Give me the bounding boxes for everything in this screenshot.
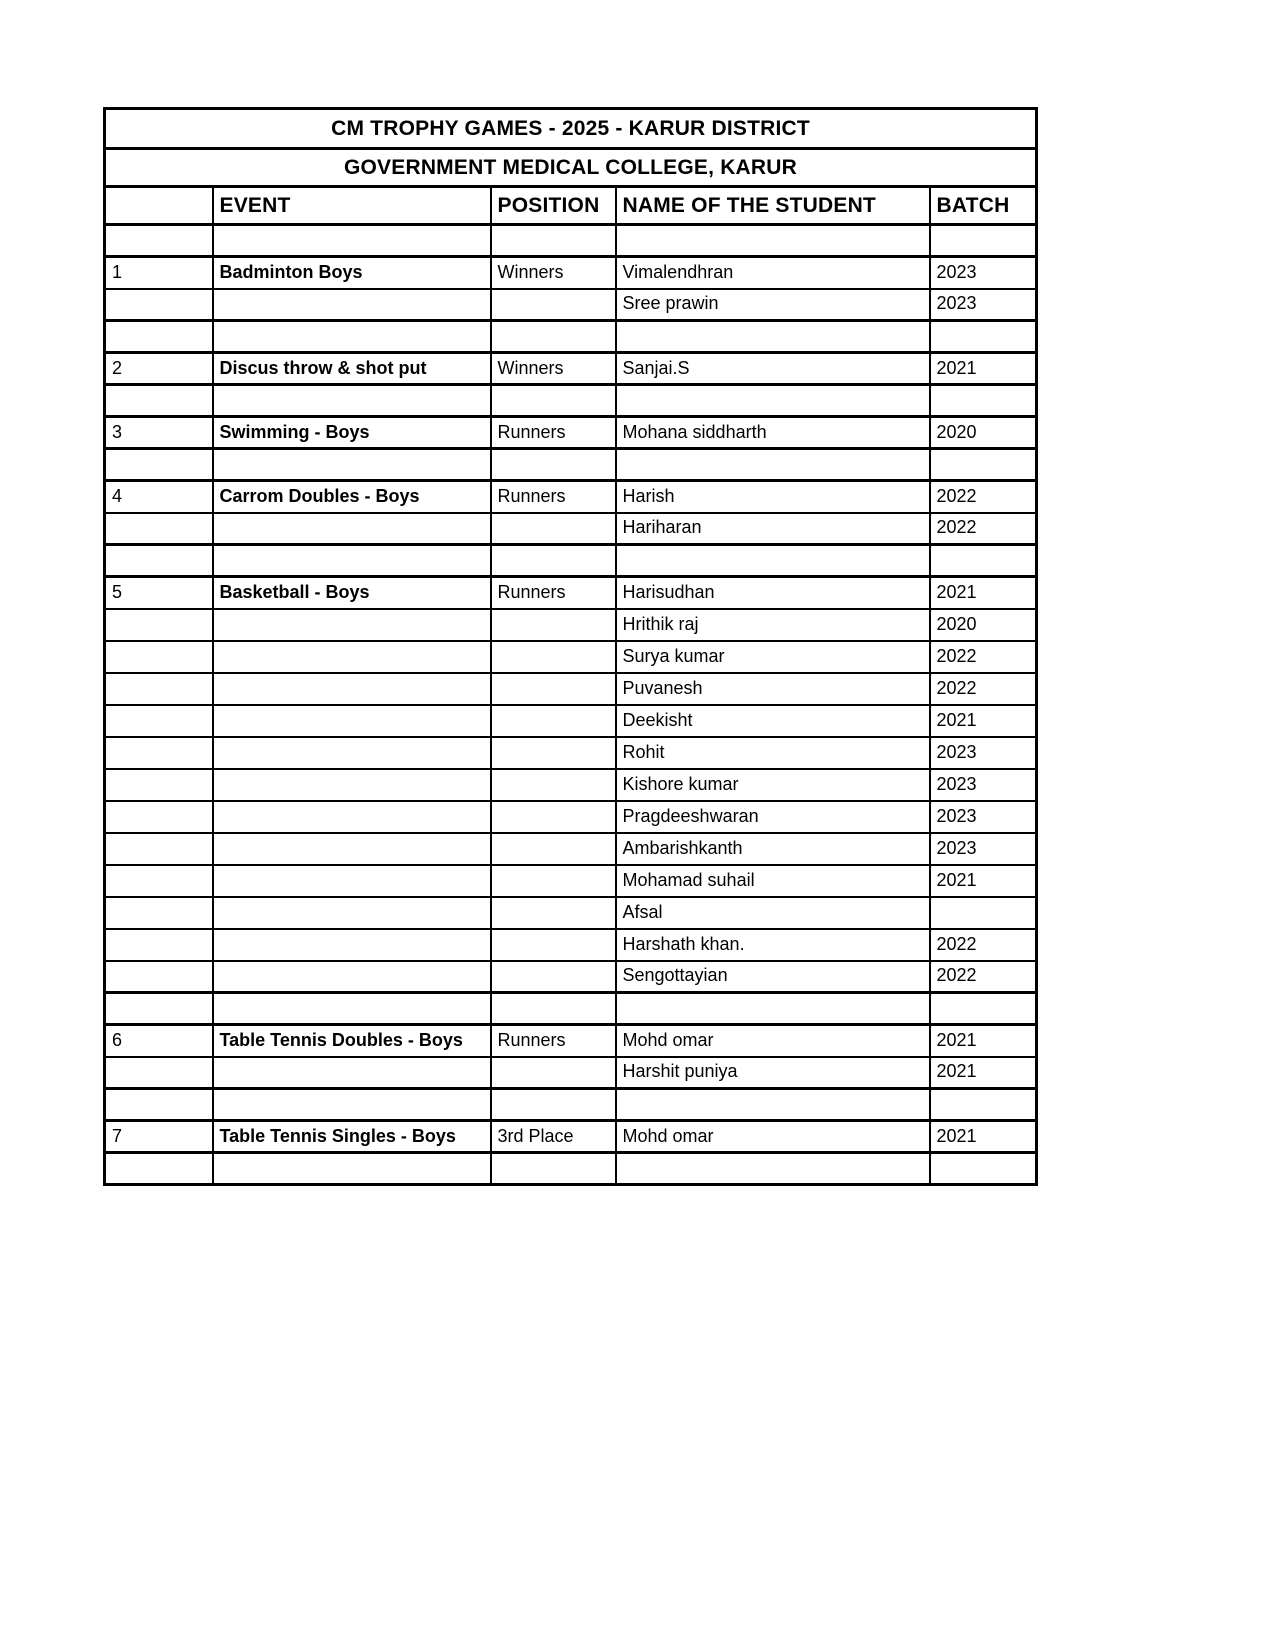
cell-sno [105,929,213,961]
cell-position [491,673,616,705]
spacer-row [105,1153,1037,1185]
member-row [105,289,1037,321]
cell-batch: 2023 [930,257,1037,289]
cell-batch: 2021 [930,705,1037,737]
cell-position [491,545,616,577]
sheet-head [105,109,1037,225]
cell-name: Harshit puniya [616,1057,930,1089]
cell-name: Mohana siddharth [616,417,930,449]
cell-position [491,641,616,673]
cell-batch: 2021 [930,1025,1037,1057]
spacer-row [105,545,1037,577]
cell-sno [105,673,213,705]
cell-position [491,961,616,993]
cell-position [491,897,616,929]
cell-batch: 2023 [930,833,1037,865]
cell-position [491,385,616,417]
cell-position: Winners [491,353,616,385]
cell-batch: 2021 [930,865,1037,897]
spacer-row [105,993,1037,1025]
cell-event [213,897,491,929]
cell-sno [105,641,213,673]
cell-event [213,385,491,417]
cell-name: Afsal [616,897,930,929]
cell-name: Harisudhan [616,577,930,609]
cell-event: Discus throw & shot put [213,353,491,385]
cell-name: Sanjai.S [616,353,930,385]
cell-sno [105,705,213,737]
cell-position: Runners [491,481,616,513]
cell-event: Basketball - Boys [213,577,491,609]
cell-name: Mohd omar [616,1121,930,1153]
member-row [105,865,1037,897]
cell-sno [105,321,213,353]
cell-batch: 2023 [930,737,1037,769]
cell-position [491,609,616,641]
spacer-row [105,385,1037,417]
cell-batch: 2022 [930,513,1037,545]
cell-event: Carrom Doubles - Boys [213,481,491,513]
member-row [105,769,1037,801]
cell-name: Harish [616,481,930,513]
cell-position [491,513,616,545]
spacer-row [105,321,1037,353]
cell-batch: 2021 [930,1121,1037,1153]
header-name: NAME OF THE STUDENT [616,187,930,225]
cell-sno [105,289,213,321]
cell-position [491,801,616,833]
cell-position [491,833,616,865]
cell-event [213,865,491,897]
results-sheet [103,107,1038,1186]
cell-name: Deekisht [616,705,930,737]
cell-event [213,321,491,353]
cell-position: Runners [491,1025,616,1057]
cell-name [616,1153,930,1185]
event-row [105,257,1037,289]
cell-batch [930,897,1037,929]
cell-sno: 6 [105,1025,213,1057]
member-row [105,609,1037,641]
cell-name: Harshath khan. [616,929,930,961]
cell-event: Table Tennis Singles - Boys [213,1121,491,1153]
cell-sno [105,225,213,257]
cell-event [213,225,491,257]
header-row [105,187,1037,225]
cell-event [213,449,491,481]
cell-event [213,737,491,769]
cell-position [491,321,616,353]
cell-position [491,225,616,257]
member-row [105,513,1037,545]
cell-name [616,225,930,257]
cell-position [491,929,616,961]
cell-sno [105,737,213,769]
cell-event [213,513,491,545]
cell-name: Mohd omar [616,1025,930,1057]
event-row [105,1025,1037,1057]
cell-name: Sree prawin [616,289,930,321]
cell-position [491,769,616,801]
header-sno [105,187,213,225]
cell-sno [105,385,213,417]
cell-name: Ambarishkanth [616,833,930,865]
cell-batch: 2022 [930,673,1037,705]
cell-batch [930,545,1037,577]
cell-sno [105,513,213,545]
sheet-title: CM TROPHY GAMES - 2025 - KARUR DISTRICT [105,109,1037,149]
cell-position [491,865,616,897]
title-row-2 [105,149,1037,187]
cell-name: Hariharan [616,513,930,545]
cell-batch: 2023 [930,289,1037,321]
cell-sno: 7 [105,1121,213,1153]
cell-name: Mohamad suhail [616,865,930,897]
cell-batch: 2022 [930,481,1037,513]
cell-event [213,769,491,801]
cell-event [213,961,491,993]
cell-name [616,321,930,353]
cell-sno: 3 [105,417,213,449]
cell-sno: 2 [105,353,213,385]
cell-sno [105,1153,213,1185]
event-row [105,481,1037,513]
cell-sno [105,769,213,801]
cell-sno [105,801,213,833]
event-row [105,417,1037,449]
cell-name: Rohit [616,737,930,769]
member-row [105,1057,1037,1089]
member-row [105,897,1037,929]
cell-batch [930,449,1037,481]
cell-batch: 2021 [930,1057,1037,1089]
cell-name: Sengottayian [616,961,930,993]
cell-name [616,385,930,417]
cell-batch [930,321,1037,353]
cell-event [213,993,491,1025]
member-row [105,833,1037,865]
cell-event [213,289,491,321]
cell-name: Hrithik raj [616,609,930,641]
cell-sno [105,1089,213,1121]
cell-sno [105,993,213,1025]
cell-name: Vimalendhran [616,257,930,289]
member-row [105,801,1037,833]
cell-position [491,993,616,1025]
title-row-1 [105,109,1037,149]
cell-batch [930,993,1037,1025]
cell-position [491,737,616,769]
cell-name [616,1089,930,1121]
cell-sno [105,961,213,993]
cell-batch: 2022 [930,961,1037,993]
results-table [103,107,1038,1186]
cell-position: 3rd Place [491,1121,616,1153]
event-row [105,577,1037,609]
spacer-row [105,225,1037,257]
cell-name: Surya kumar [616,641,930,673]
cell-event [213,1153,491,1185]
cell-event [213,641,491,673]
cell-position [491,705,616,737]
cell-batch: 2021 [930,577,1037,609]
cell-event [213,1089,491,1121]
member-row [105,705,1037,737]
cell-sno [105,609,213,641]
cell-event [213,929,491,961]
spacer-row [105,1089,1037,1121]
cell-position [491,1153,616,1185]
member-row [105,641,1037,673]
spacer-row [105,449,1037,481]
event-row [105,1121,1037,1153]
cell-batch: 2022 [930,929,1037,961]
cell-event [213,801,491,833]
member-row [105,737,1037,769]
sheet-subtitle: GOVERNMENT MEDICAL COLLEGE, KARUR [105,149,1037,187]
cell-sno [105,865,213,897]
event-row [105,353,1037,385]
cell-position [491,449,616,481]
cell-event: Swimming - Boys [213,417,491,449]
cell-sno: 4 [105,481,213,513]
member-row [105,961,1037,993]
cell-name: Kishore kumar [616,769,930,801]
cell-batch [930,385,1037,417]
header-batch: BATCH [930,187,1037,225]
cell-sno [105,449,213,481]
cell-position: Runners [491,417,616,449]
cell-sno [105,897,213,929]
cell-event [213,833,491,865]
cell-batch [930,1153,1037,1185]
cell-position [491,1089,616,1121]
cell-event [213,673,491,705]
sheet-body [105,225,1037,1185]
cell-batch: 2021 [930,353,1037,385]
cell-name [616,993,930,1025]
cell-event [213,545,491,577]
cell-event: Table Tennis Doubles - Boys [213,1025,491,1057]
cell-sno: 5 [105,577,213,609]
cell-batch: 2020 [930,417,1037,449]
cell-position [491,1057,616,1089]
cell-position: Winners [491,257,616,289]
cell-position [491,289,616,321]
cell-sno: 1 [105,257,213,289]
member-row [105,673,1037,705]
cell-name [616,545,930,577]
header-event: EVENT [213,187,491,225]
header-position: POSITION [491,187,616,225]
cell-name [616,449,930,481]
cell-name: Puvanesh [616,673,930,705]
cell-event [213,1057,491,1089]
cell-position: Runners [491,577,616,609]
cell-name: Pragdeeshwaran [616,801,930,833]
cell-batch: 2022 [930,641,1037,673]
cell-batch: 2020 [930,609,1037,641]
cell-sno [105,545,213,577]
cell-event: Badminton Boys [213,257,491,289]
cell-batch: 2023 [930,769,1037,801]
cell-event [213,609,491,641]
cell-sno [105,833,213,865]
cell-event [213,705,491,737]
cell-sno [105,1057,213,1089]
cell-batch [930,225,1037,257]
cell-batch [930,1089,1037,1121]
cell-batch: 2023 [930,801,1037,833]
member-row [105,929,1037,961]
